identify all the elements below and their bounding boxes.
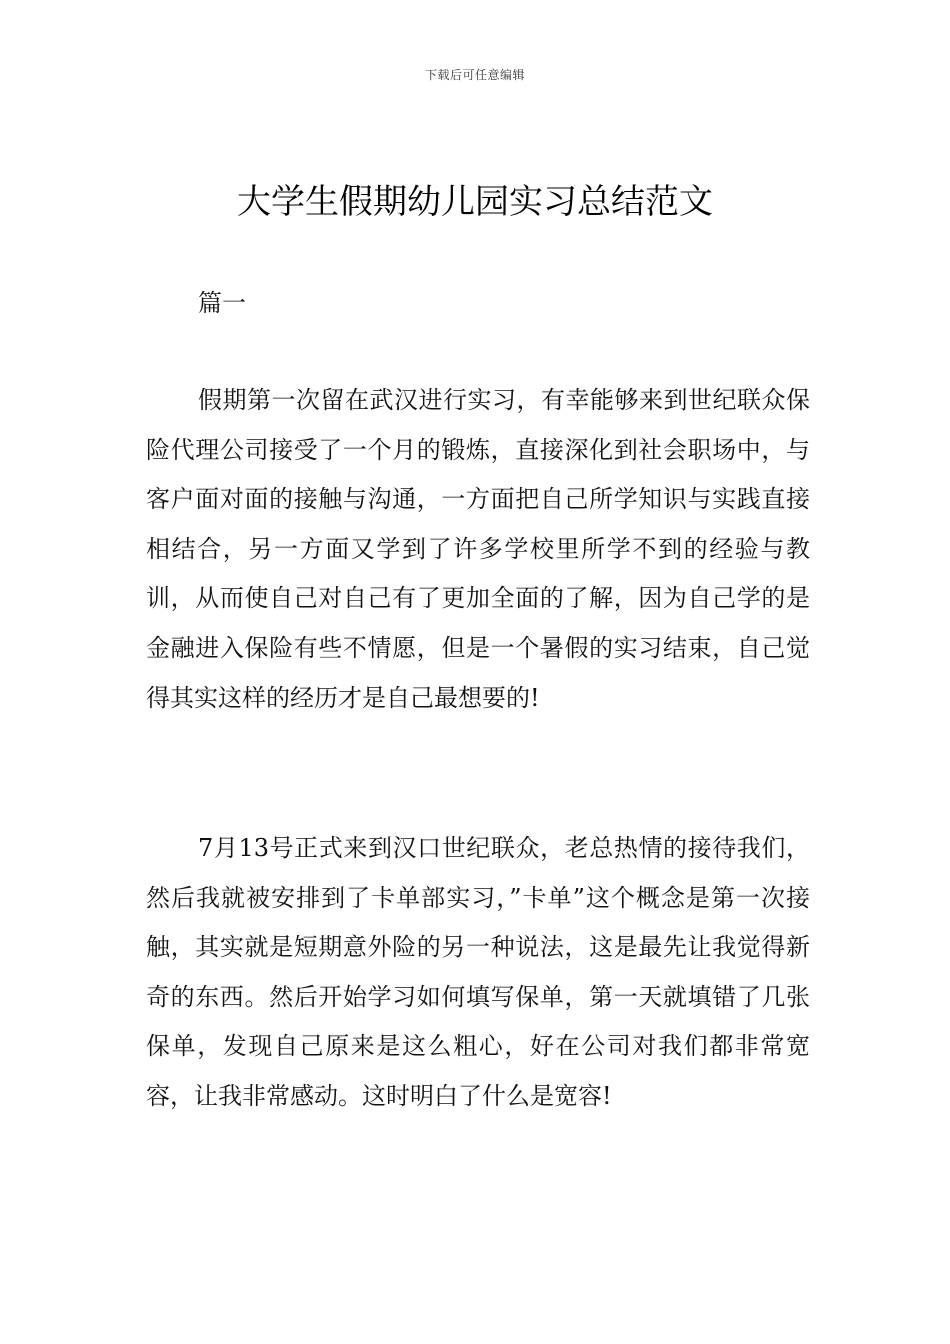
document-title: 大学生假期幼儿园实习总结范文 <box>237 182 713 222</box>
paragraph-1: 假期第一次留在武汉进行实习，有幸能够来到世纪联众保险代理公司接受了一个月的锻炼，直接深化到社会职场中，与客户面对面的接触与沟通，一方面把自己所学知识与实践直接相结合，另一方面又学到了许多学校里所学不到的经验与教训，从而使自己对自己有了更加全面的了解，因为自己学的是金融进入保险有些不情愿，但是一个暑假的实习结束，自己觉得其实这样的经历才是自己最想要的! <box>146 386 810 712</box>
header-note: 下载后可任意编辑 <box>424 68 525 82</box>
section-label: 篇一 <box>198 289 246 317</box>
paragraph-2: 7月13号正式来到汉口世纪联众，老总热情的接待我们，然后我就被安排到了卡单部实习，”卡单”这个概念是第一次接触，其实就是短期意外险的另一种说法，这是最先让我觉得新奇的东西。然后开始学习如何填写保单，第一天就填错了几张保单，发现自己原来是这么粗心，好在公司对我们都非常宽容，让我非常感动。这时明白了什么是宽容! <box>146 834 810 1110</box>
